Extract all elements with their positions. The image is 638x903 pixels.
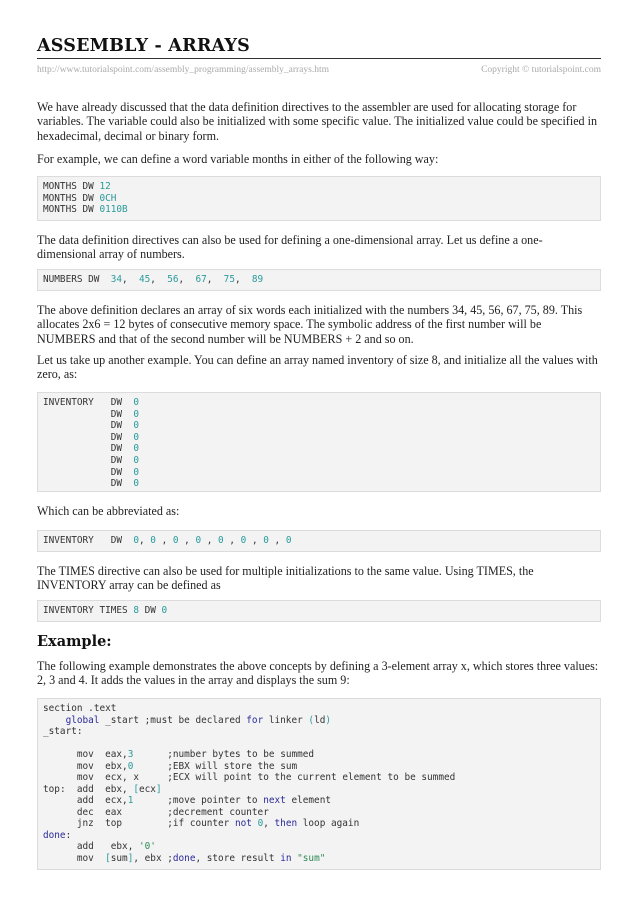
code-text: DW [43, 408, 134, 420]
code-block-months [37, 176, 601, 221]
code-text: will [195, 760, 219, 772]
code-text: : [76, 726, 83, 737]
code-text: _start [105, 714, 139, 726]
code-text: counter [229, 806, 269, 818]
code-line [43, 772, 595, 784]
code-text: mov [76, 760, 94, 772]
code-text: : [59, 783, 77, 795]
code-text: ecx [105, 795, 123, 806]
code-text: linker [268, 714, 303, 726]
code-text: add [76, 841, 94, 852]
code-keyword: done [43, 829, 66, 841]
code-text: ebx [144, 852, 162, 864]
code-number: 75 [223, 274, 235, 285]
code-separator: , [178, 535, 196, 546]
code-text: , [122, 783, 134, 795]
code-text: , [122, 760, 128, 772]
code-text: EBX [172, 760, 190, 772]
code-line [43, 478, 595, 490]
code-number: 0 [133, 454, 139, 466]
code-text: DW [43, 431, 134, 443]
code-text: to [387, 772, 399, 783]
code-number: 0 [133, 431, 139, 443]
code-number: 0 [133, 408, 139, 420]
code-text [94, 795, 105, 806]
code-text [94, 818, 105, 829]
code-line [43, 397, 595, 409]
code-number: 0 [263, 535, 269, 546]
code-text: add [76, 795, 94, 806]
code-text: ; [139, 772, 173, 783]
code-text: MONTHS DW [43, 204, 100, 216]
code-keyword: done [172, 852, 196, 864]
para-times: The TIMES directive can also be used for multiple initializations to the same value. Using TIMES, the INVENTORY array can be defined as [37, 564, 534, 593]
code-text [43, 749, 77, 760]
code-line [43, 432, 595, 444]
code-block-numbers [37, 269, 601, 291]
code-line [43, 830, 595, 842]
code-separator: , [246, 535, 264, 546]
code-text: mov [76, 852, 94, 864]
code-text: the [274, 772, 292, 783]
code-number: 0 [195, 535, 202, 546]
code-text: INVENTORY TIMES [43, 605, 134, 616]
code-text: ebx [110, 841, 128, 852]
code-text: , [122, 749, 128, 760]
code-number: 0 [133, 478, 139, 490]
code-number: 0 [218, 535, 224, 546]
code-text: loop [302, 818, 326, 829]
code-keyword: then [274, 818, 298, 829]
code-text: text [93, 703, 117, 714]
code-line [43, 841, 595, 853]
code-text: jnz [76, 818, 94, 829]
para-example: For example, we can define a word variable months in either of the following way: [37, 152, 439, 166]
code-text: , [122, 772, 134, 783]
code-text: : [65, 829, 72, 841]
code-text [94, 841, 111, 852]
code-string: '0' [138, 841, 156, 852]
code-number: 0 [257, 818, 264, 829]
code-text: ; [133, 749, 173, 760]
code-text: x [133, 772, 139, 783]
code-text: counter [189, 818, 230, 829]
code-text: result [240, 852, 275, 864]
code-text: DW [43, 466, 134, 478]
code-number: 0 [240, 535, 247, 546]
code-text: store [206, 852, 235, 864]
code-text: again [331, 818, 360, 829]
code-bracket: ( [308, 714, 315, 726]
para-declaration: The above definition declares an array of six words each initialized with the numbers 34, 45, 56, 67, 75, 89. This allocates 2x6 = 12 bytes of consecutive memory space. The symbolic address of the first number will be NUMBERS and that of the second number will be NUMBERS + 2 and so on. [37, 303, 583, 346]
code-text: , [127, 841, 139, 852]
code-text: ; [138, 714, 151, 726]
code-text [43, 772, 77, 783]
code-line [43, 455, 595, 467]
code-text: DW [43, 454, 134, 466]
code-line [43, 749, 595, 761]
code-line [43, 420, 595, 432]
code-text: declared [195, 714, 241, 726]
code-number: 0 [133, 420, 139, 432]
code-number: 56 [167, 274, 179, 285]
code-block-inventory-short [37, 530, 601, 552]
code-number: 89 [251, 274, 264, 285]
code-text: be [178, 714, 190, 726]
code-number: 0 [161, 605, 168, 616]
code-text: ; [133, 795, 173, 806]
title-rule [37, 58, 601, 59]
code-text: ebx [105, 783, 123, 795]
code-text [43, 818, 77, 829]
code-number: 8 [133, 605, 139, 616]
code-keyword: for [246, 714, 264, 726]
code-text: mov [76, 749, 94, 760]
code-keyword: next [263, 795, 286, 806]
code-line [43, 761, 595, 773]
code-separator: , [223, 535, 241, 546]
code-text: DW [43, 443, 134, 455]
code-text: DW [43, 420, 134, 432]
code-number: 3 [127, 749, 134, 760]
code-text: move [172, 795, 196, 806]
code-number: 0 [133, 466, 139, 478]
code-keyword: global [65, 714, 100, 726]
code-text: element [291, 795, 331, 806]
source-url[interactable]: http://www.tutorialspoint.com/assembly_programming/assembly_arrays.htm [37, 65, 329, 75]
code-keyword: in [280, 852, 292, 864]
code-block-times [37, 600, 601, 622]
code-number: 0 [127, 760, 134, 772]
code-block-example [37, 698, 601, 870]
code-text: point [223, 772, 252, 783]
code-text: ebx [105, 760, 123, 772]
code-bracket: ) [325, 714, 332, 726]
code-text: will [195, 772, 219, 783]
code-string: "sum" [297, 852, 326, 864]
code-separator: , [150, 274, 168, 285]
code-number: 0 [172, 535, 179, 546]
code-text: section [43, 703, 83, 714]
code-text: ld [314, 714, 326, 726]
para-abbreviated: Which can be abbreviated as: [37, 504, 180, 518]
code-bracket: ] [155, 783, 162, 795]
para-array-def: The data definition directives can also be used for defining a one-dimensional array. Let us define a one-dimensional array of numbers. [37, 233, 543, 262]
code-text [43, 853, 77, 864]
code-text: be [263, 749, 275, 760]
code-text: top [43, 783, 60, 795]
code-text: the [257, 760, 275, 772]
para-inventory: Let us take up another example. You can define an array named inventory of size 8, and initialize all the values with zero, as: [37, 353, 598, 382]
code-separator: , [234, 274, 252, 285]
code-text: , [133, 852, 145, 864]
code-line [43, 784, 595, 796]
code-separator: , [155, 535, 173, 546]
page-title: ASSEMBLY - ARRAYS [37, 36, 250, 56]
code-text [94, 761, 105, 772]
code-text: NUMBERS DW [43, 274, 111, 285]
code-text: store [223, 760, 252, 772]
code-text: pointer [201, 795, 241, 806]
code-text: , [122, 795, 128, 806]
code-separator: , [268, 535, 286, 546]
code-keyword: not [234, 818, 252, 829]
code-text: to [257, 772, 269, 783]
code-text: if [172, 818, 185, 829]
code-block-inventory [37, 392, 601, 492]
code-text: _start [43, 726, 77, 737]
code-text: MONTHS DW [43, 181, 100, 192]
code-number: 1 [127, 795, 134, 806]
code-text [43, 715, 66, 726]
code-number: 0 [133, 443, 139, 455]
code-text: number [172, 749, 207, 760]
code-separator: , [206, 274, 224, 285]
code-text: INVENTORY DW [43, 397, 134, 408]
para-example-desc: The following example demonstrates the above concepts by defining a 3-element array x, which stores three values: 2, 3 and 4. It adds the values in the array and displays the sum 9: [37, 659, 599, 688]
code-text: decrement [172, 806, 224, 818]
url-bar [37, 65, 601, 75]
code-number: 12 [99, 181, 111, 192]
code-text: ECX [172, 772, 190, 783]
code-line [43, 818, 595, 830]
code-text: sum [280, 760, 298, 772]
code-number: 0 [285, 535, 292, 546]
code-text [43, 807, 77, 818]
code-text: to [246, 795, 258, 806]
code-text: DW [43, 478, 134, 490]
code-text: ecx [139, 783, 156, 795]
code-separator: , [201, 535, 219, 546]
code-text: bytes [212, 749, 241, 760]
code-text: summed [421, 772, 456, 783]
code-text: ecx [105, 772, 123, 783]
code-number: 0110B [99, 204, 128, 216]
code-text: ; [122, 806, 173, 818]
code-line [43, 181, 595, 193]
code-text: dec [76, 806, 94, 818]
code-text: element [342, 772, 382, 783]
code-number: 0 [150, 535, 156, 546]
code-text: . [82, 703, 94, 714]
code-text: top [105, 818, 123, 829]
code-number: 0 [133, 397, 139, 408]
code-text: , [263, 818, 275, 829]
code-text: be [404, 772, 416, 783]
code-bracket: [ [105, 852, 111, 864]
code-line [43, 715, 595, 727]
code-text: add [76, 783, 94, 795]
example-heading: Example: [37, 633, 112, 650]
code-number: 67 [195, 274, 207, 285]
code-number: 0 [133, 535, 139, 546]
code-text: ; [133, 760, 173, 772]
code-line [43, 853, 595, 865]
code-text: eax [105, 806, 123, 818]
code-bracket: ] [127, 852, 134, 864]
code-number: 0CH [99, 192, 117, 204]
code-line [43, 807, 595, 819]
code-text: current [297, 772, 337, 783]
code-line [43, 193, 595, 205]
code-line [43, 443, 595, 455]
copyright: Copyright © tutorialspoint.com [481, 65, 601, 75]
code-text: eax [105, 749, 123, 760]
code-line [43, 467, 595, 479]
code-line [43, 703, 595, 715]
page [37, 36, 601, 864]
code-line [43, 795, 595, 807]
code-text [94, 749, 105, 760]
code-text: ; [161, 852, 173, 864]
code-text [94, 772, 105, 783]
code-text [94, 784, 105, 795]
code-text: mov [76, 772, 94, 783]
code-text [43, 795, 77, 806]
code-text: ; [122, 818, 173, 829]
code-line [43, 204, 595, 216]
code-text: MONTHS DW [43, 192, 100, 204]
code-text: to [246, 749, 258, 760]
code-bracket: [ [133, 783, 139, 795]
code-separator: , [178, 274, 196, 285]
code-text [43, 841, 77, 852]
code-line [43, 726, 595, 738]
code-separator: , [138, 535, 151, 546]
para-intro: We have already discussed that the data definition directives to the assembler are used for allocating storage for variables. The variable could also be initialized with some specific value. The initialized value could be specified in hexadecimal, decimal or binary form. [37, 100, 598, 143]
code-text: must [150, 714, 173, 726]
code-text: sum [110, 852, 128, 864]
code-separator: , [122, 274, 139, 285]
code-number: 45 [138, 274, 151, 285]
code-line [43, 738, 595, 750]
code-text [94, 807, 105, 818]
code-text: summed [280, 749, 315, 760]
code-text: , [195, 852, 207, 864]
code-text: DW [138, 605, 162, 616]
code-text [94, 853, 105, 864]
code-number: 34 [110, 274, 123, 285]
code-text: INVENTORY DW [43, 535, 134, 546]
code-line [43, 409, 595, 421]
code-text [43, 761, 77, 772]
